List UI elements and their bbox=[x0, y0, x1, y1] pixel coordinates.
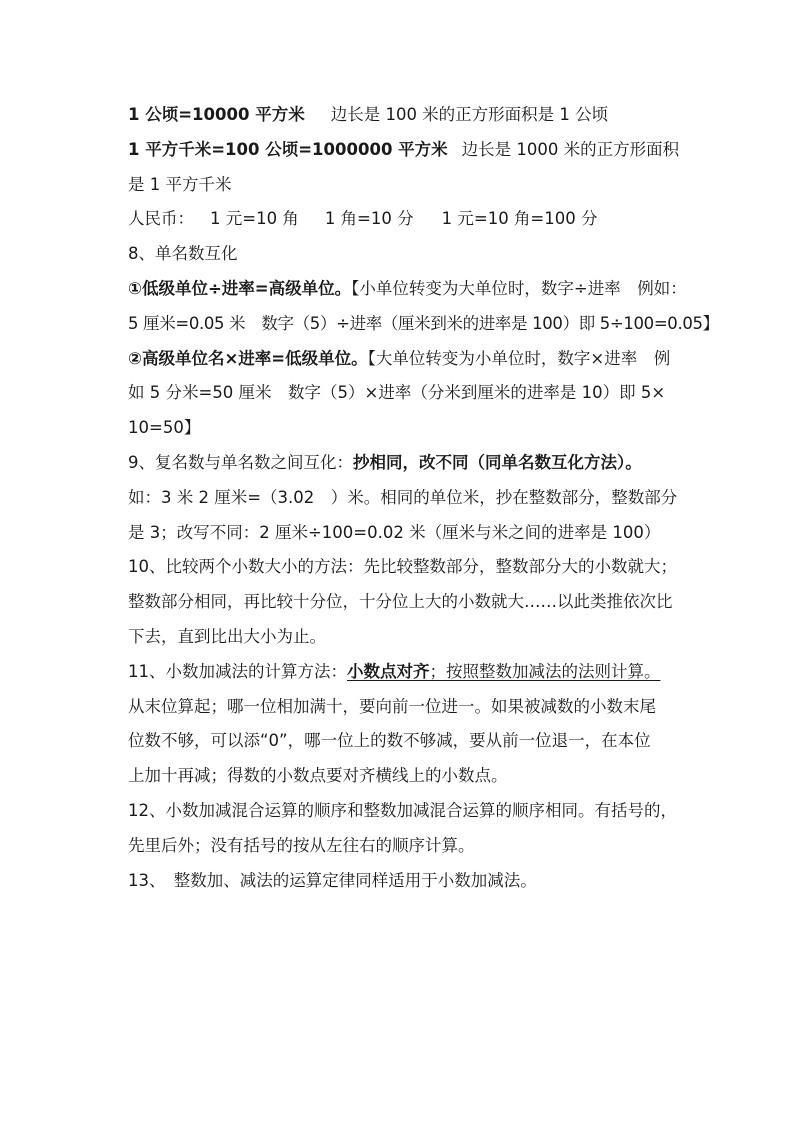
text-line bbox=[128, 446, 664, 481]
text-run: 1 元=10 角=100 分 bbox=[441, 209, 598, 229]
bold-fact: 1 公顷=10000 平方米 bbox=[128, 105, 305, 124]
section-heading: 8、单名数互化 bbox=[128, 244, 238, 264]
text-run: 11、小数加减法的计算方法： bbox=[128, 661, 347, 681]
bold-rule: ②高级单位名×进率=低级单位。 bbox=[128, 348, 368, 368]
text-run: 边长是 1000 米的正方形面积 bbox=[461, 139, 680, 159]
text-line: 从末位算起；哪一位相加满十，要向前一位进一。如果被减数的小数末尾 bbox=[128, 696, 656, 716]
text-run: 边长是 100 米的正方形面积是 1 公顷 bbox=[330, 105, 609, 124]
text-line bbox=[128, 98, 664, 133]
bold-rule: ①低级单位÷进率=高级单位。 bbox=[128, 278, 352, 298]
text-line bbox=[128, 202, 664, 237]
text-line: 5 厘米=0.05 米 数字（5）÷进率（厘米到米的进率是 100）即 5÷100=0.05】 bbox=[128, 313, 719, 333]
text-line: 10=50】 bbox=[128, 418, 201, 438]
text-run: 9、复名数与单名数之间互化： bbox=[128, 452, 353, 472]
text-line: 13、 整数加、减法的运算定律同样适用于小数加减法。 bbox=[128, 870, 537, 890]
text-run: 人民币： bbox=[128, 209, 194, 229]
underlined-text: ；按照整数加减法的法则计算。 bbox=[429, 661, 661, 681]
text-line: 如：3 米 2 厘米=（3.02 ）米。相同的单位米，抄在整数部分，整数部分 bbox=[128, 487, 678, 507]
text-line: 是 1 平方千米 bbox=[128, 174, 232, 194]
text-run: 【大单位转变为小单位时，数字×进率 例 bbox=[367, 348, 671, 368]
document-body bbox=[128, 98, 719, 898]
text-run: 1 角=10 分 bbox=[324, 209, 414, 229]
text-line: 12、小数加减混合运算的顺序和整数加减混合运算的顺序相同。有括号的， bbox=[128, 800, 677, 820]
text-line bbox=[128, 272, 687, 307]
text-line bbox=[128, 655, 664, 690]
text-run: 1 元=10 角 bbox=[210, 209, 299, 229]
bold-rule: 抄相同，改不同（同单名数互化方法）。 bbox=[353, 452, 642, 472]
text-run: 【小单位转变为大单位时，数字÷进率 例如： bbox=[351, 278, 687, 298]
text-line bbox=[128, 342, 671, 377]
text-line: 整数部分相同，再比较十分位，十分位上大的小数就大……以此类推依次比 bbox=[128, 592, 673, 612]
text-line: 是 3；改写不同：2 厘米÷100=0.02 米（厘米与米之间的进率是 100） bbox=[128, 522, 661, 542]
text-line: 上加十再减；得数的小数点要对齐横线上的小数点。 bbox=[128, 766, 508, 786]
bold-underlined-rule: 小数点对齐 bbox=[347, 661, 430, 681]
text-line: 先里后外；没有括号的按从左往右的顺序计算。 bbox=[128, 835, 475, 855]
text-line: 如 5 分米=50 厘米 数字（5）×进率（分米到厘米的进率是 10）即 5× bbox=[128, 383, 666, 403]
text-line: 10、比较两个小数大小的方法：先比较整数部分，整数部分大的小数就大； bbox=[128, 557, 677, 577]
bold-fact: 1 平方千米=100 公顷=1000000 平方米 bbox=[128, 139, 448, 159]
text-line: 下去，直到比出大小为止。 bbox=[128, 626, 326, 646]
text-line: 位数不够，可以添“0”，哪一位上的数不够减，要从前一位退一，在本位 bbox=[128, 731, 651, 751]
text-line bbox=[128, 133, 680, 168]
